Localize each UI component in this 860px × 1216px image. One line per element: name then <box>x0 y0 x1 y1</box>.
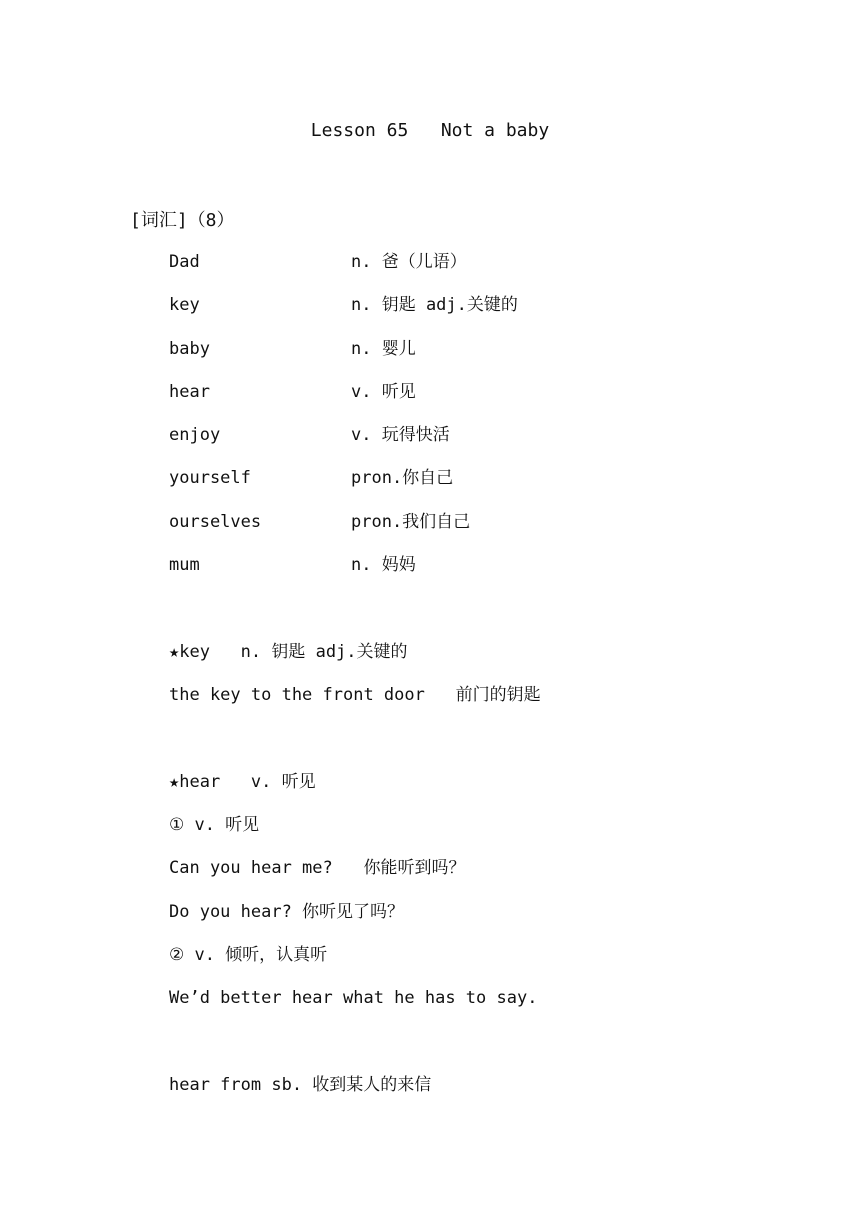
vocab-word: hear <box>169 381 210 402</box>
hear-example-2: Do you hear? 你听见了吗？ <box>169 902 405 922</box>
vocab-meaning: pron.你自己 <box>351 468 454 489</box>
vocab-word: yourself <box>169 468 251 489</box>
vocab-word: enjoy <box>169 425 221 446</box>
vocab-row <box>169 293 729 336</box>
vocab-row <box>169 337 729 380</box>
vocab-row <box>169 250 729 293</box>
vocab-word: Dad <box>169 252 200 272</box>
hear-from-phrase: hear from sb. 收到某人的来信 <box>169 1075 432 1095</box>
vocab-row <box>169 380 729 423</box>
vocab-row <box>169 423 729 466</box>
vocab-row <box>169 553 729 596</box>
vocab-meaning: v. 玩得快活 <box>351 425 450 446</box>
hear-example-3: We’d better hear what he has to say. <box>169 988 538 1008</box>
key-note-heading: ★key n. 钥匙 adj.关键的 <box>169 642 408 662</box>
vocab-word: mum <box>169 555 200 576</box>
hear-sense-1: ① v. 听见 <box>169 815 260 835</box>
vocab-meaning: v. 听见 <box>351 381 416 402</box>
vocab-row <box>169 466 729 509</box>
vocab-word: ourselves <box>169 511 262 532</box>
vocab-meaning: pron.我们自己 <box>351 511 471 532</box>
vocab-meaning: n. 钥匙 adj.关键的 <box>351 295 518 316</box>
key-example: the key to the front door 前门的钥匙 <box>169 685 541 705</box>
vocab-meaning: n. 婴儿 <box>351 338 416 359</box>
vocab-word: key <box>169 295 200 316</box>
hear-example-1: Can you hear me? 你能听到吗？ <box>169 858 466 878</box>
vocab-meaning: n. 妈妈 <box>351 555 416 576</box>
vocab-meaning: n. 爸（儿语） <box>351 252 467 272</box>
vocabulary-list <box>169 250 729 596</box>
hear-note-heading: ★hear v. 听见 <box>169 772 316 792</box>
vocabulary-heading: [词汇]（8） <box>130 210 235 231</box>
vocab-word: baby <box>169 338 210 359</box>
hear-sense-2: ② v. 倾听，认真听 <box>169 945 328 965</box>
vocab-row <box>169 510 729 553</box>
lesson-title: Lesson 65 Not a baby <box>310 120 550 141</box>
